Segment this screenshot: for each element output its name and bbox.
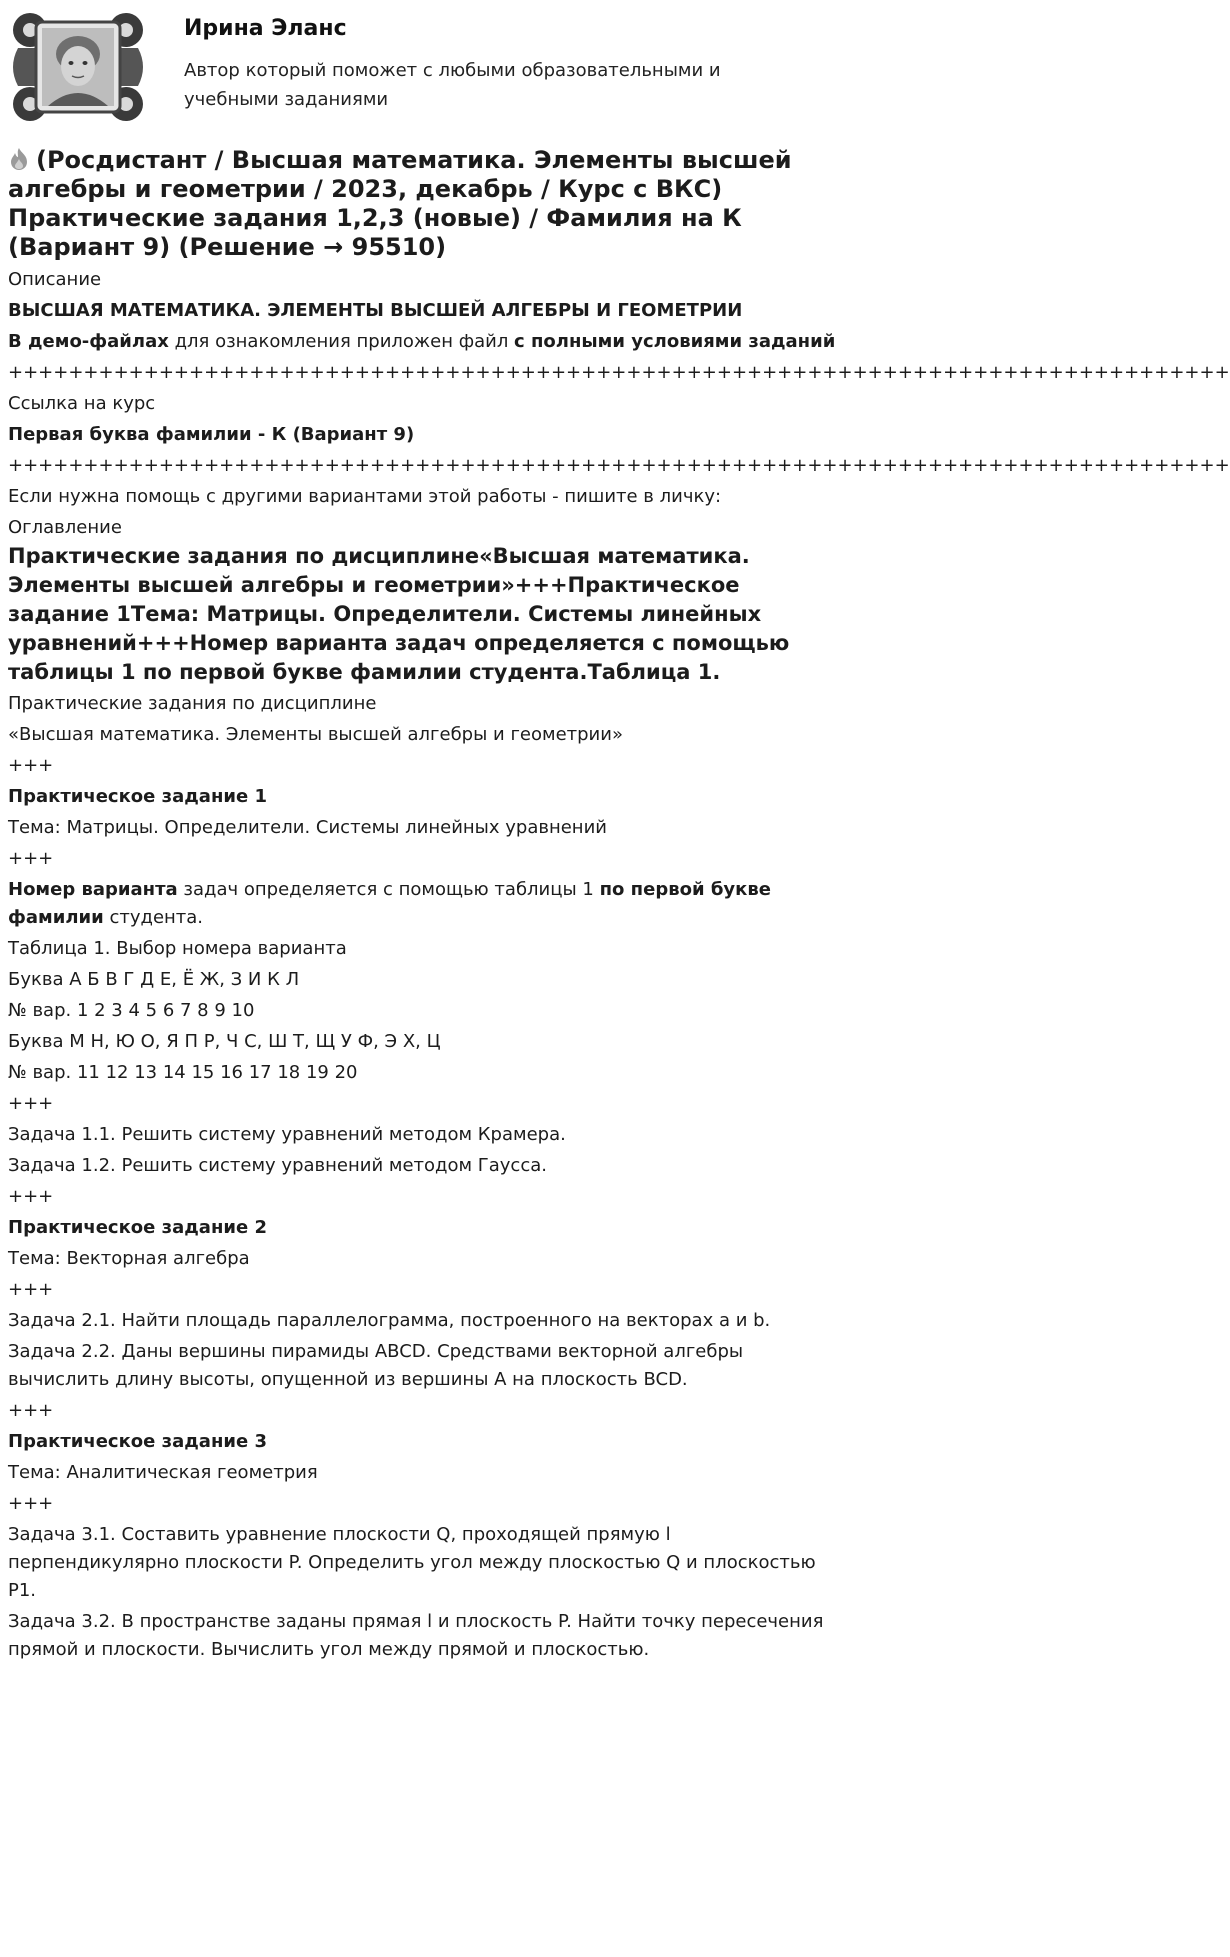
product-title — [8, 146, 843, 262]
author-header — [8, 8, 838, 126]
table-row: № вар. 1 2 3 4 5 6 7 8 9 10 — [8, 1000, 255, 1021]
author-avatar[interactable] — [8, 8, 148, 126]
course-heading: ВЫСШАЯ МАТЕМАТИКА. ЭЛЕМЕНТЫ ВЫСШЕЙ АЛГЕБРЫ И ГЕОМЕТРИИ — [8, 300, 743, 321]
product-content — [8, 146, 1230, 1664]
separator-line: +++++++++++++++++++++++++++++++++++++++++++++++++++++++++++++++++++++++++++++++++ — [8, 455, 1230, 476]
description-label: Описание — [8, 269, 102, 290]
demo-note-bold-1: В демо-файлах — [8, 331, 169, 352]
task-3-2: Задача 3.2. В пространстве заданы прямая l и плоскость P. Найти точку пересечения прямой и плоскости. Вычислить угол между прямой и плоскостью. — [8, 1611, 824, 1660]
toc-label: Оглавление — [8, 517, 122, 538]
separator-line: +++++++++++++++++++++++++++++++++++++++++++++++++++++++++++++++++++++++++++++++++ — [8, 362, 1230, 383]
section-separator: +++ — [8, 1493, 54, 1514]
body-line: Практические задания по дисциплине — [8, 693, 377, 714]
variant-line: Первая буква фамилии - К (Вариант 9) — [8, 424, 415, 445]
product-title-text: (Росдистант / Высшая математика. Элементы высшей алгебры и геометрии / 2023, декабрь / Курс с ВКС) Практические задания 1,2,3 (новые) / Фамилия на К (Вариант 9) (Решение → 95510) — [8, 146, 792, 261]
demo-note — [8, 328, 843, 356]
topic-1: Тема: Матрицы. Определители. Системы линейных уравнений — [8, 817, 607, 838]
demo-note-text: для ознакомления приложен файл — [168, 331, 515, 352]
demo-note-bold-2: с полными условиями заданий — [514, 331, 836, 352]
practice-heading-2: Практическое задание 2 — [8, 1217, 267, 1238]
task-1-2: Задача 1.2. Решить систему уравнений методом Гаусса. — [8, 1155, 547, 1176]
section-separator: +++ — [8, 755, 54, 776]
toc-heading: Практические задания по дисциплине«Высшая математика. Элементы высшей алгебры и геометрии»+++Практическое задание 1Тема: Матрицы. Определители. Системы линейных уравнений+++Номер варианта задач определяется с помощью таблицы 1 по первой букве фамилии студента.Таблица 1. — [8, 544, 790, 684]
fire-icon — [8, 147, 30, 171]
table-title: Таблица 1. Выбор номера варианта — [8, 938, 347, 959]
section-separator: +++ — [8, 848, 54, 869]
variant-rule-bold-2: по первой букве фамилии — [8, 879, 771, 928]
help-line: Если нужна помощь с другими вариантами этой работы - пишите в личку: — [8, 486, 722, 507]
table-row: № вар. 11 12 13 14 15 16 17 18 19 20 — [8, 1062, 358, 1083]
course-link[interactable]: Ссылка на курс — [8, 393, 156, 414]
variant-rule-text-1: задач определяется с помощью таблицы 1 — [177, 879, 600, 900]
variant-rule — [8, 876, 843, 932]
body-line: «Высшая математика. Элементы высшей алгебры и геометрии» — [8, 724, 623, 745]
section-separator: +++ — [8, 1400, 54, 1421]
table-row: Буква М Н, Ю О, Я П Р, Ч С, Ш Т, Щ У Ф, Э Х, Ц — [8, 1031, 441, 1052]
section-separator: +++ — [8, 1093, 54, 1114]
task-2-2: Задача 2.2. Даны вершины пирамиды ABCD. Средствами векторной алгебры вычислить длину высоты, опущенной из вершины A на плоскость BCD. — [8, 1341, 744, 1390]
variant-rule-bold-1: Номер варианта — [8, 879, 178, 900]
task-2-1: Задача 2.1. Найти площадь параллелограмма, построенного на векторах a и b. — [8, 1310, 771, 1331]
author-name[interactable]: Ирина Эланс — [184, 16, 347, 41]
task-3-1: Задача 3.1. Составить уравнение плоскости Q, проходящей прямую l перпендикулярно плоскости P. Определить угол между плоскостью Q и плоскостью P1. — [8, 1524, 816, 1601]
section-separator: +++ — [8, 1279, 54, 1300]
topic-2: Тема: Векторная алгебра — [8, 1248, 250, 1269]
practice-heading-1: Практическое задание 1 — [8, 786, 267, 807]
task-1-1: Задача 1.1. Решить систему уравнений методом Крамера. — [8, 1124, 566, 1145]
topic-3: Тема: Аналитическая геометрия — [8, 1462, 318, 1483]
section-separator: +++ — [8, 1186, 54, 1207]
variant-rule-text-2: студента. — [103, 907, 204, 928]
table-row: Буква А Б В Г Д Е, Ё Ж, З И К Л — [8, 969, 300, 990]
author-description: Автор который поможет с любыми образовательными и учебными заданиями — [184, 60, 721, 110]
practice-heading-3: Практическое задание 3 — [8, 1431, 267, 1452]
